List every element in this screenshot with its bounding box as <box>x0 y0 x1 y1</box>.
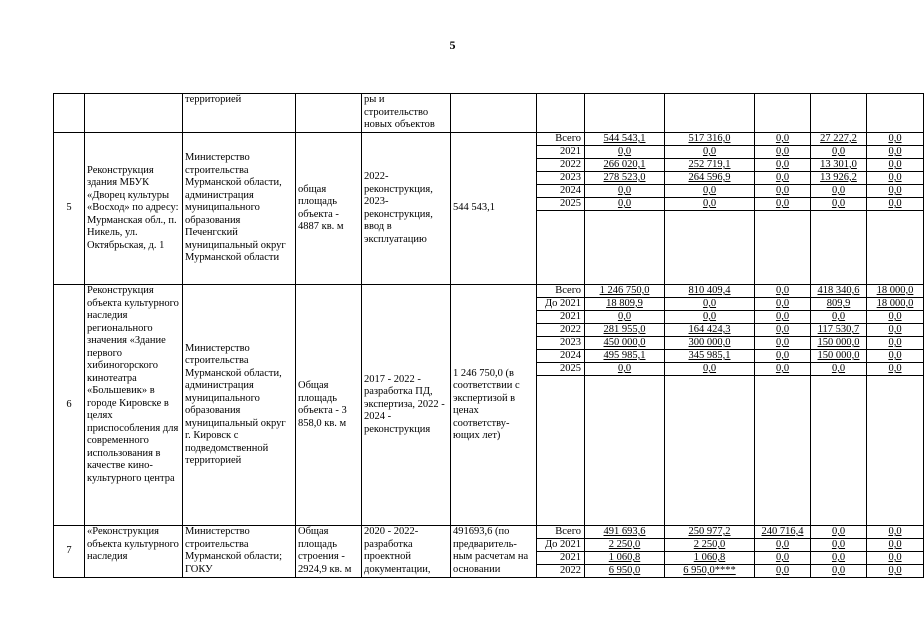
amount-value: 150 000,0 <box>817 337 860 348</box>
amount-cell <box>867 552 924 565</box>
amount-value: 0,0 <box>702 185 717 196</box>
year-label: До 2021 <box>537 298 585 311</box>
amount-value: 6 950,0 <box>608 565 641 576</box>
cost: 544 543,1 <box>451 133 537 285</box>
amount-cell <box>755 311 811 324</box>
amount-cell <box>755 159 811 172</box>
amount-value: 2 250,0 <box>693 539 726 550</box>
amount-value: 18 000,0 <box>876 285 914 296</box>
amount-value: 491 693,6 <box>603 526 646 537</box>
amount-cell <box>811 526 867 539</box>
amount-value: 450 000,0 <box>603 337 646 348</box>
amount-cell <box>665 285 755 298</box>
amount-value: 18 000,0 <box>876 298 914 309</box>
amount-value: 0,0 <box>831 565 846 576</box>
amount-value: 250 977,2 <box>688 526 731 537</box>
amount-cell <box>665 185 755 198</box>
amount-cell <box>755 198 811 211</box>
year-label: 2021 <box>537 311 585 324</box>
page-number: 5 <box>449 38 456 52</box>
table-body <box>54 94 924 578</box>
year-label: 2025 <box>537 198 585 211</box>
amount-cell <box>867 526 924 539</box>
amount-cell <box>755 185 811 198</box>
amount-cell <box>665 159 755 172</box>
amount-value: 252 719,1 <box>688 159 731 170</box>
amount-cell <box>585 298 665 311</box>
row-6-line <box>54 285 924 298</box>
amount-cell <box>665 172 755 185</box>
filler-cell <box>585 211 665 285</box>
amount-cell <box>867 350 924 363</box>
program-table <box>53 93 924 578</box>
amount-cell <box>811 337 867 350</box>
amount-cell <box>867 185 924 198</box>
amount-value: 0,0 <box>888 539 902 550</box>
row-number: 7 <box>54 526 85 578</box>
year-label: 2022 <box>537 324 585 337</box>
continuation-row <box>54 94 924 133</box>
amount-cell <box>867 337 924 350</box>
amount-value: 0,0 <box>775 133 790 144</box>
amount-cell <box>585 350 665 363</box>
cont-year-cell <box>537 94 585 133</box>
amount-value: 345 985,1 <box>688 350 731 361</box>
responsible: Министерство строительства Мурманской области, администрация муниципального образования муниципальный округ г. Кировск с подведомственной территорией <box>183 285 296 526</box>
cont-timeline-cell: ры и строительство новых объектов <box>362 94 451 133</box>
amount-value: 0,0 <box>831 311 846 322</box>
year-label: Всего <box>537 285 585 298</box>
filler-cell <box>755 211 811 285</box>
amount-value: 418 340,6 <box>817 285 860 296</box>
amount-value: 0,0 <box>775 172 790 183</box>
amount-cell <box>665 565 755 578</box>
amount-cell <box>867 133 924 146</box>
amount-cell <box>585 285 665 298</box>
object-name: «Реконструкция объекта культурного наследия <box>85 526 183 578</box>
amount-cell <box>755 565 811 578</box>
amount-cell <box>811 311 867 324</box>
amount-value: 0,0 <box>775 539 790 550</box>
amount-value: 0,0 <box>888 324 902 335</box>
amount-value: 0,0 <box>775 552 790 563</box>
amount-cell <box>665 133 755 146</box>
amount-value: 810 409,4 <box>688 285 731 296</box>
amount-value: 0,0 <box>888 363 902 374</box>
amount-cell <box>811 159 867 172</box>
amount-cell <box>585 539 665 552</box>
object-name: Реконструкция объекта культурного наследия регионального значения «Здание первого хибиногорского кинотеатра «Большевик» в городе Кировске в целях приспособления для современного использования в качестве кино-культурного центра <box>85 285 183 526</box>
amount-cell <box>867 324 924 337</box>
filler-cell <box>537 211 585 285</box>
cont-reg-cell <box>755 94 811 133</box>
amount-value: 0,0 <box>775 159 790 170</box>
year-label: 2024 <box>537 350 585 363</box>
filler-cell <box>755 376 811 526</box>
row-7-line <box>54 526 924 539</box>
amount-value: 0,0 <box>775 185 790 196</box>
amount-cell <box>665 311 755 324</box>
amount-cell <box>867 172 924 185</box>
amount-cell <box>811 185 867 198</box>
amount-cell <box>867 198 924 211</box>
amount-cell <box>867 298 924 311</box>
amount-value: 0,0 <box>888 159 902 170</box>
year-label: 2023 <box>537 172 585 185</box>
amount-value: 0,0 <box>888 337 902 348</box>
amount-value: 27 227,2 <box>820 133 857 144</box>
amount-cell <box>585 311 665 324</box>
amount-value: 13 926,2 <box>820 172 857 183</box>
amount-cell <box>585 337 665 350</box>
amount-cell <box>585 198 665 211</box>
cont-mun-cell <box>811 94 867 133</box>
amount-value: 1 060,8 <box>608 552 641 563</box>
amount-cell <box>665 324 755 337</box>
cont-capacity-cell <box>296 94 362 133</box>
amount-cell <box>811 146 867 159</box>
amount-cell <box>755 133 811 146</box>
cont-responsible-cell: территорией <box>183 94 296 133</box>
amount-value: 266 020,1 <box>603 159 646 170</box>
amount-value: 18 809,9 <box>606 298 643 309</box>
amount-cell <box>755 539 811 552</box>
amount-value: 0,0 <box>831 185 846 196</box>
amount-value: 0,0 <box>831 363 846 374</box>
amount-cell <box>755 324 811 337</box>
amount-cell <box>755 350 811 363</box>
amount-value: 0,0 <box>775 285 790 296</box>
amount-value: 0,0 <box>617 198 632 209</box>
amount-value: 0,0 <box>775 311 790 322</box>
row-number: 6 <box>54 285 85 526</box>
amount-value: 0,0 <box>702 363 717 374</box>
amount-value: 0,0 <box>775 350 790 361</box>
amount-value: 164 424,3 <box>688 324 731 335</box>
capacity: общая площадь объекта - 4887 кв. м <box>296 133 362 285</box>
year-label: 2021 <box>537 552 585 565</box>
amount-cell <box>755 285 811 298</box>
year-label: 2025 <box>537 363 585 376</box>
amount-value: 0,0 <box>831 552 846 563</box>
amount-value: 0,0 <box>775 363 790 374</box>
amount-cell <box>665 350 755 363</box>
amount-cell <box>755 337 811 350</box>
responsible: Министерство строительства Мурманской области, администрация муниципального образования Печенгский муниципальный округ Мурманской области <box>183 133 296 285</box>
amount-cell <box>755 363 811 376</box>
filler-cell <box>585 376 665 526</box>
object-name: Реконструкция здания МБУК «Дворец культуры «Восход» по адресу: Мурманская обл., п. Никель, ул. Октябрьская, д. 1 <box>85 133 183 285</box>
amount-value: 0,0 <box>831 146 846 157</box>
amount-value: 544 543,1 <box>603 133 646 144</box>
filler-cell <box>665 376 755 526</box>
amount-value: 0,0 <box>775 324 790 335</box>
amount-value: 0,0 <box>775 565 790 576</box>
amount-cell <box>665 298 755 311</box>
amount-value: 809,9 <box>826 298 851 309</box>
amount-cell <box>867 539 924 552</box>
amount-value: 0,0 <box>775 298 790 309</box>
amount-cell <box>665 539 755 552</box>
filler-cell <box>537 376 585 526</box>
filler-cell <box>811 376 867 526</box>
amount-value: 0,0 <box>888 552 902 563</box>
amount-value: 264 596,9 <box>688 172 731 183</box>
amount-value: 0,0 <box>831 198 846 209</box>
amount-value: 281 955,0 <box>603 324 646 335</box>
amount-value: 0,0 <box>702 198 717 209</box>
cont-cost-cell <box>451 94 537 133</box>
amount-value: 0,0 <box>617 146 632 157</box>
amount-cell <box>755 298 811 311</box>
amount-value: 278 523,0 <box>603 172 646 183</box>
amount-value: 0,0 <box>888 133 902 144</box>
amount-cell <box>867 363 924 376</box>
amount-value: 0,0 <box>702 311 717 322</box>
amount-cell <box>811 363 867 376</box>
year-label: До 2021 <box>537 539 585 552</box>
amount-cell <box>665 526 755 539</box>
amount-cell <box>755 146 811 159</box>
amount-value: 0,0 <box>775 146 790 157</box>
amount-cell <box>811 133 867 146</box>
cont-num-cell <box>54 94 85 133</box>
amount-cell <box>811 285 867 298</box>
amount-cell <box>585 172 665 185</box>
amount-cell <box>665 552 755 565</box>
amount-value: 0,0 <box>888 311 902 322</box>
amount-value: 0,0 <box>888 526 902 537</box>
amount-cell <box>585 133 665 146</box>
timeline: 2020 - 2022-разработка проектной документации, <box>362 526 451 578</box>
cont-total-cell <box>585 94 665 133</box>
amount-value: 0,0 <box>888 350 902 361</box>
amount-cell <box>585 146 665 159</box>
amount-value: 0,0 <box>702 146 717 157</box>
amount-cell <box>585 324 665 337</box>
amount-cell <box>867 311 924 324</box>
amount-cell <box>755 526 811 539</box>
amount-value: 150 000,0 <box>817 350 860 361</box>
amount-cell <box>665 198 755 211</box>
amount-cell <box>811 298 867 311</box>
amount-value: 0,0 <box>617 311 632 322</box>
amount-cell <box>665 363 755 376</box>
responsible: Министерство строительства Мурманской области; ГОКУ <box>183 526 296 578</box>
year-label: 2023 <box>537 337 585 350</box>
amount-cell <box>665 337 755 350</box>
amount-cell <box>585 526 665 539</box>
amount-value: 0,0 <box>888 198 902 209</box>
cont-name-cell <box>85 94 183 133</box>
amount-cell <box>811 539 867 552</box>
amount-value: 0,0 <box>617 185 632 196</box>
amount-value: 240 716,4 <box>761 526 804 537</box>
filler-cell <box>867 376 924 526</box>
amount-value: 0,0 <box>831 526 846 537</box>
amount-cell <box>585 159 665 172</box>
row-5-line <box>54 133 924 146</box>
amount-value: 0,0 <box>888 565 902 576</box>
amount-value: 0,0 <box>888 172 902 183</box>
cont-fed-cell <box>665 94 755 133</box>
amount-cell <box>665 146 755 159</box>
amount-value: 0,0 <box>888 185 902 196</box>
amount-cell <box>867 565 924 578</box>
filler-cell <box>665 211 755 285</box>
capacity: Общая площадь объекта - 3 858,0 кв. м <box>296 285 362 526</box>
amount-cell <box>811 198 867 211</box>
timeline: 2017 - 2022 - разработка ПД, экспертиза, 2022 - 2024 - реконструкция <box>362 285 451 526</box>
amount-value: 2 250,0 <box>608 539 641 550</box>
amount-value: 6 950,0**** <box>683 565 736 576</box>
amount-cell <box>755 172 811 185</box>
amount-value: 300 000,0 <box>688 337 731 348</box>
amount-cell <box>585 363 665 376</box>
amount-value: 1 060,8 <box>693 552 726 563</box>
amount-value: 0,0 <box>888 146 902 157</box>
amount-cell <box>867 146 924 159</box>
amount-cell <box>585 552 665 565</box>
amount-value: 517 316,0 <box>688 133 731 144</box>
amount-cell <box>867 159 924 172</box>
amount-value: 0,0 <box>775 337 790 348</box>
cost: 491693,6 (по предваритель-ным расчетам на основании <box>451 526 537 578</box>
filler-cell <box>867 211 924 285</box>
year-label: Всего <box>537 133 585 146</box>
amount-cell <box>811 350 867 363</box>
amount-value: 13 301,0 <box>820 159 857 170</box>
filler-cell <box>811 211 867 285</box>
amount-value: 117 530,7 <box>817 324 860 335</box>
amount-cell <box>811 172 867 185</box>
year-label: 2022 <box>537 159 585 172</box>
year-label: 2021 <box>537 146 585 159</box>
cost: 1 246 750,0 (в соответствии с экспертизой в ценах соответству-ющих лет) <box>451 285 537 526</box>
amount-value: 1 246 750,0 <box>599 285 650 296</box>
year-label: Всего <box>537 526 585 539</box>
year-label: 2022 <box>537 565 585 578</box>
year-label: 2024 <box>537 185 585 198</box>
amount-cell <box>867 285 924 298</box>
amount-cell <box>811 565 867 578</box>
amount-value: 0,0 <box>831 539 846 550</box>
amount-cell <box>811 552 867 565</box>
amount-value: 0,0 <box>617 363 632 374</box>
amount-cell <box>585 565 665 578</box>
amount-cell <box>755 552 811 565</box>
amount-value: 0,0 <box>702 298 717 309</box>
capacity: Общая площадь строения - 2924,9 кв. м <box>296 526 362 578</box>
cont-ext-cell <box>867 94 924 133</box>
amount-value: 495 985,1 <box>603 350 646 361</box>
timeline: 2022-реконструкция, 2023-реконструкция, ввод в эксплуатацию <box>362 133 451 285</box>
amount-value: 0,0 <box>775 198 790 209</box>
row-number: 5 <box>54 133 85 285</box>
amount-cell <box>585 185 665 198</box>
amount-cell <box>811 324 867 337</box>
